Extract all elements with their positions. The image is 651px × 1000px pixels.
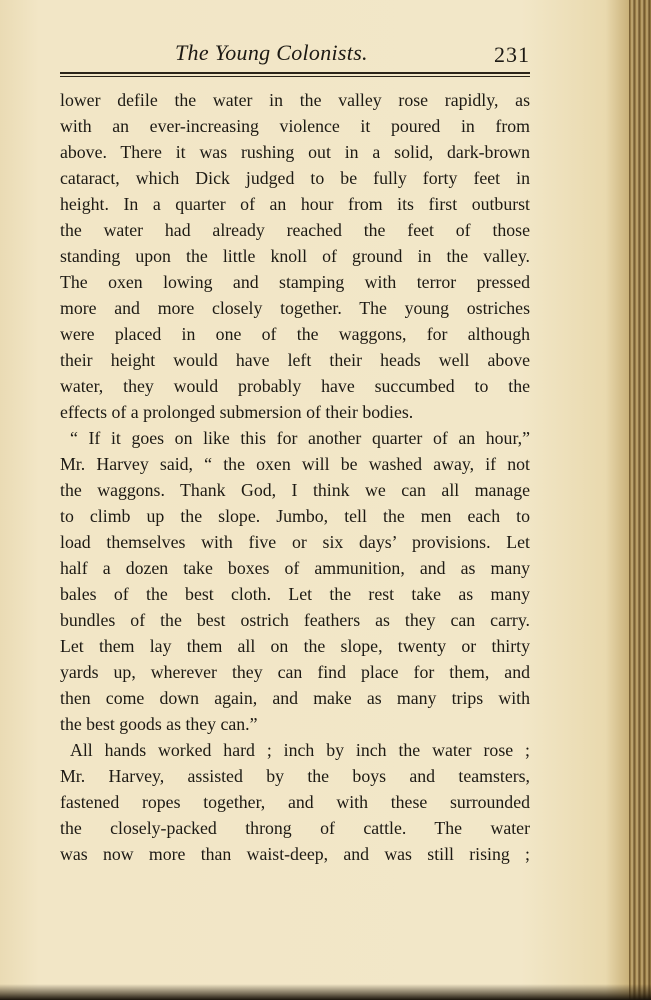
text-line: standing upon the little knoll of ground in the valley. (60, 246, 530, 266)
text-line: fastened ropes together, and with these surrounded (60, 792, 530, 812)
text-line: the waggons. Thank God, I think we can all manage (60, 480, 530, 500)
text-line: then come down again, and make as many trips with (60, 688, 530, 708)
text-line: lower defile the water in the valley rose rapidly, as (60, 90, 530, 110)
text-line: bales of the best cloth. Let the rest take as many (60, 584, 530, 604)
text-line: the closely-packed throng of cattle. The water (60, 818, 530, 838)
text-line: more and more closely together. The young ostriches (60, 298, 530, 318)
text-line: “ If it goes on like this for another quarter of an hour,” (70, 428, 530, 448)
text-line: Let them lay them all on the slope, twenty or thirty (60, 636, 530, 656)
text-line: with an ever-increasing violence it poured in from (60, 116, 530, 136)
text-line: Mr. Harvey said, “ the oxen will be washed away, if not (60, 454, 530, 474)
page-bottom-shadow (0, 984, 651, 1000)
body-text (60, 87, 530, 867)
text-line: cataract, which Dick judged to be fully forty feet in (60, 168, 530, 188)
text-line: The oxen lowing and stamping with terror pressed (60, 272, 530, 292)
text-line: load themselves with five or six days’ provisions. Let (60, 532, 530, 552)
running-title: The Young Colonists. (175, 40, 368, 65)
text-line: height. In a quarter of an hour from its first outburst (60, 194, 530, 214)
text-line: was now more than waist-deep, and was still rising ; (60, 844, 530, 864)
page-number: 231 (494, 42, 530, 67)
text-line: All hands worked hard ; inch by inch the water rose ; (70, 740, 530, 760)
text-line: half a dozen take boxes of ammunition, and as many (60, 558, 530, 578)
text-line: were placed in one of the waggons, for although (60, 324, 530, 344)
text-line: yards up, wherever they can find place for them, and (60, 662, 530, 682)
text-line: water, they would probably have succumbed to the (60, 376, 530, 396)
text-line: their height would have left their heads well above (60, 350, 530, 370)
header-rule-thin (60, 76, 530, 77)
text-line: above. There it was rushing out in a solid, dark-brown (60, 142, 530, 162)
text-line: the water had already reached the feet of those (60, 220, 530, 240)
text-line: to climb up the slope. Jumbo, tell the men each to (60, 506, 530, 526)
text-line: bundles of the best ostrich feathers as they can carry. (60, 610, 530, 630)
page-header (60, 34, 530, 74)
book-spine-edge (629, 0, 651, 1000)
text-line: the best goods as they can.” (60, 714, 258, 734)
text-line: effects of a prolonged submersion of their bodies. (60, 402, 414, 422)
header-rule (60, 72, 530, 74)
text-line: Mr. Harvey, assisted by the boys and teamsters, (60, 766, 530, 786)
